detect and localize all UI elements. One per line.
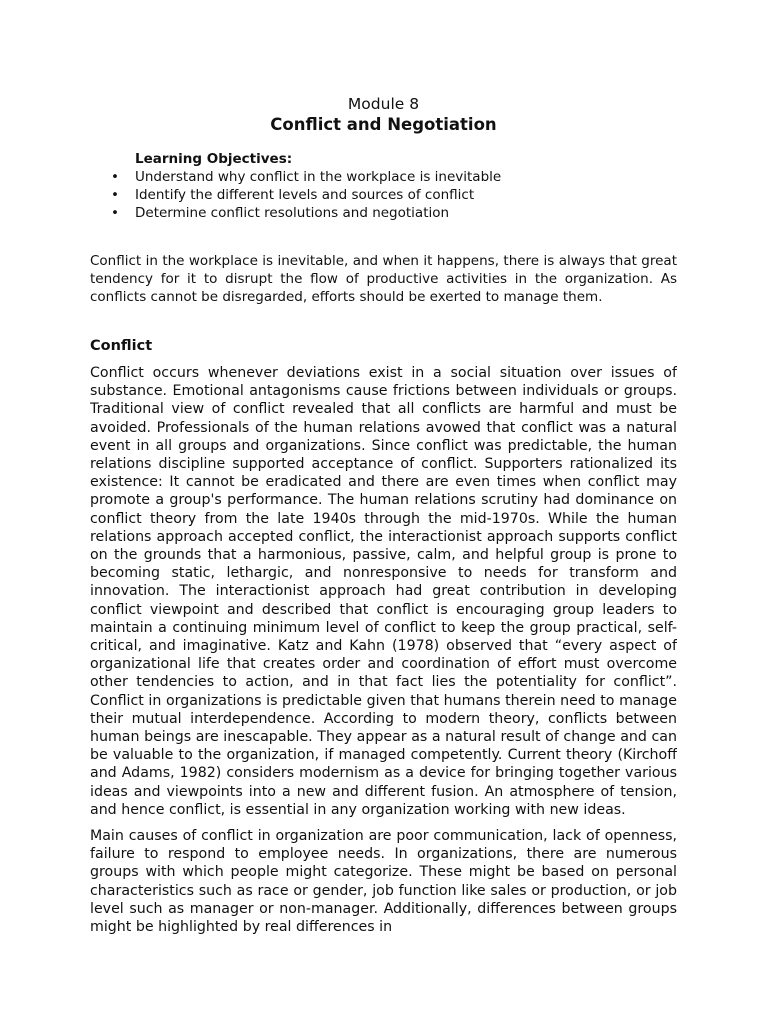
objectives-heading: Learning Objectives:	[135, 151, 293, 167]
module-label: Module 8	[347, 95, 420, 113]
learning-objectives	[108, 150, 668, 222]
document-page	[90, 0, 677, 1024]
objective-item	[108, 204, 668, 222]
objective-text: Identify the different levels and sources of conflict	[135, 187, 475, 203]
body-paragraph: Conflict occurs whenever deviations exist in a social situation over issues of substance. Emotional antagonisms cause frictions between individuals or groups. Traditional view of conflict revealed that all conflicts are harmful and must be avoided. Professionals of the human relations avowed that conflict was a natural event in all groups and organizations. Since conflict was predictable, the human relations discipline supported acceptance of conflict. Supporters rationalized its existence: It cannot be eradicated and there are even times when conflict may promote a group's performance. The human relations scrutiny had dominance on conflict theory from the late 1940s through the mid-1970s. While the human relations approach accepted conflict, the interactionist approach supports conflict on the grounds that a harmonious, passive, calm, and helpful group is prone to becoming static, lethargic, and nonresponsive to needs for transform and innovation. The interactionist approach had great contribution in developing conflict viewpoint and described that conflict is encouraging group leaders to maintain a continuing minimum level of conflict to keep the group practical, self-critical, and imaginative. Katz and Kahn (1978) observed that “every aspect of organizational life that creates order and coordination of effort must overcome other tendencies to action, and in that fact lies the potentiality for conflict”. Conflict in organizations is predictable given that humans therein need to manage their mutual interdependence. According to modern theory, conflicts between human beings are inescapable. They appear as a natural result of change and can be valuable to the organization, if managed competently. Current theory (Kirchoff and Adams, 1982) considers modernism as a device for bringing together various ideas and viewpoints into a new and different fusion. An atmosphere of tension, and hence conflict, is essential in any organization working with new ideas.	[90, 365, 677, 818]
bullet-icon: •	[111, 187, 119, 203]
section-heading-conflict: Conflict	[90, 338, 153, 354]
bullet-icon: •	[111, 205, 119, 221]
section-body	[90, 364, 677, 944]
objective-text: Understand why conflict in the workplace is inevitable	[135, 169, 502, 185]
body-paragraph: Main causes of conflict in organization are poor communication, lack of openness, failure to respond to employee needs. In organizations, there are numerous groups with which people might categorize. These might be based on personal characteristics such as race or gender, job function like sales or production, or job level such as manager or non-manager. Additionally, differences between groups might be highlighted by real differences in	[90, 828, 677, 936]
objective-item	[108, 168, 668, 186]
objectives-list	[108, 168, 668, 222]
intro-paragraph: Conflict in the workplace is inevitable, and when it happens, there is always that great tendency for it to disrupt the flow of productive activities in the organization. As conflicts cannot be disregarded, efforts should be exerted to manage them.	[90, 253, 677, 306]
objective-text: Determine conflict resolutions and negotiation	[135, 205, 450, 221]
page-title: Conflict and Negotiation	[270, 115, 497, 134]
bullet-icon: •	[111, 169, 119, 185]
objective-item	[108, 186, 668, 204]
